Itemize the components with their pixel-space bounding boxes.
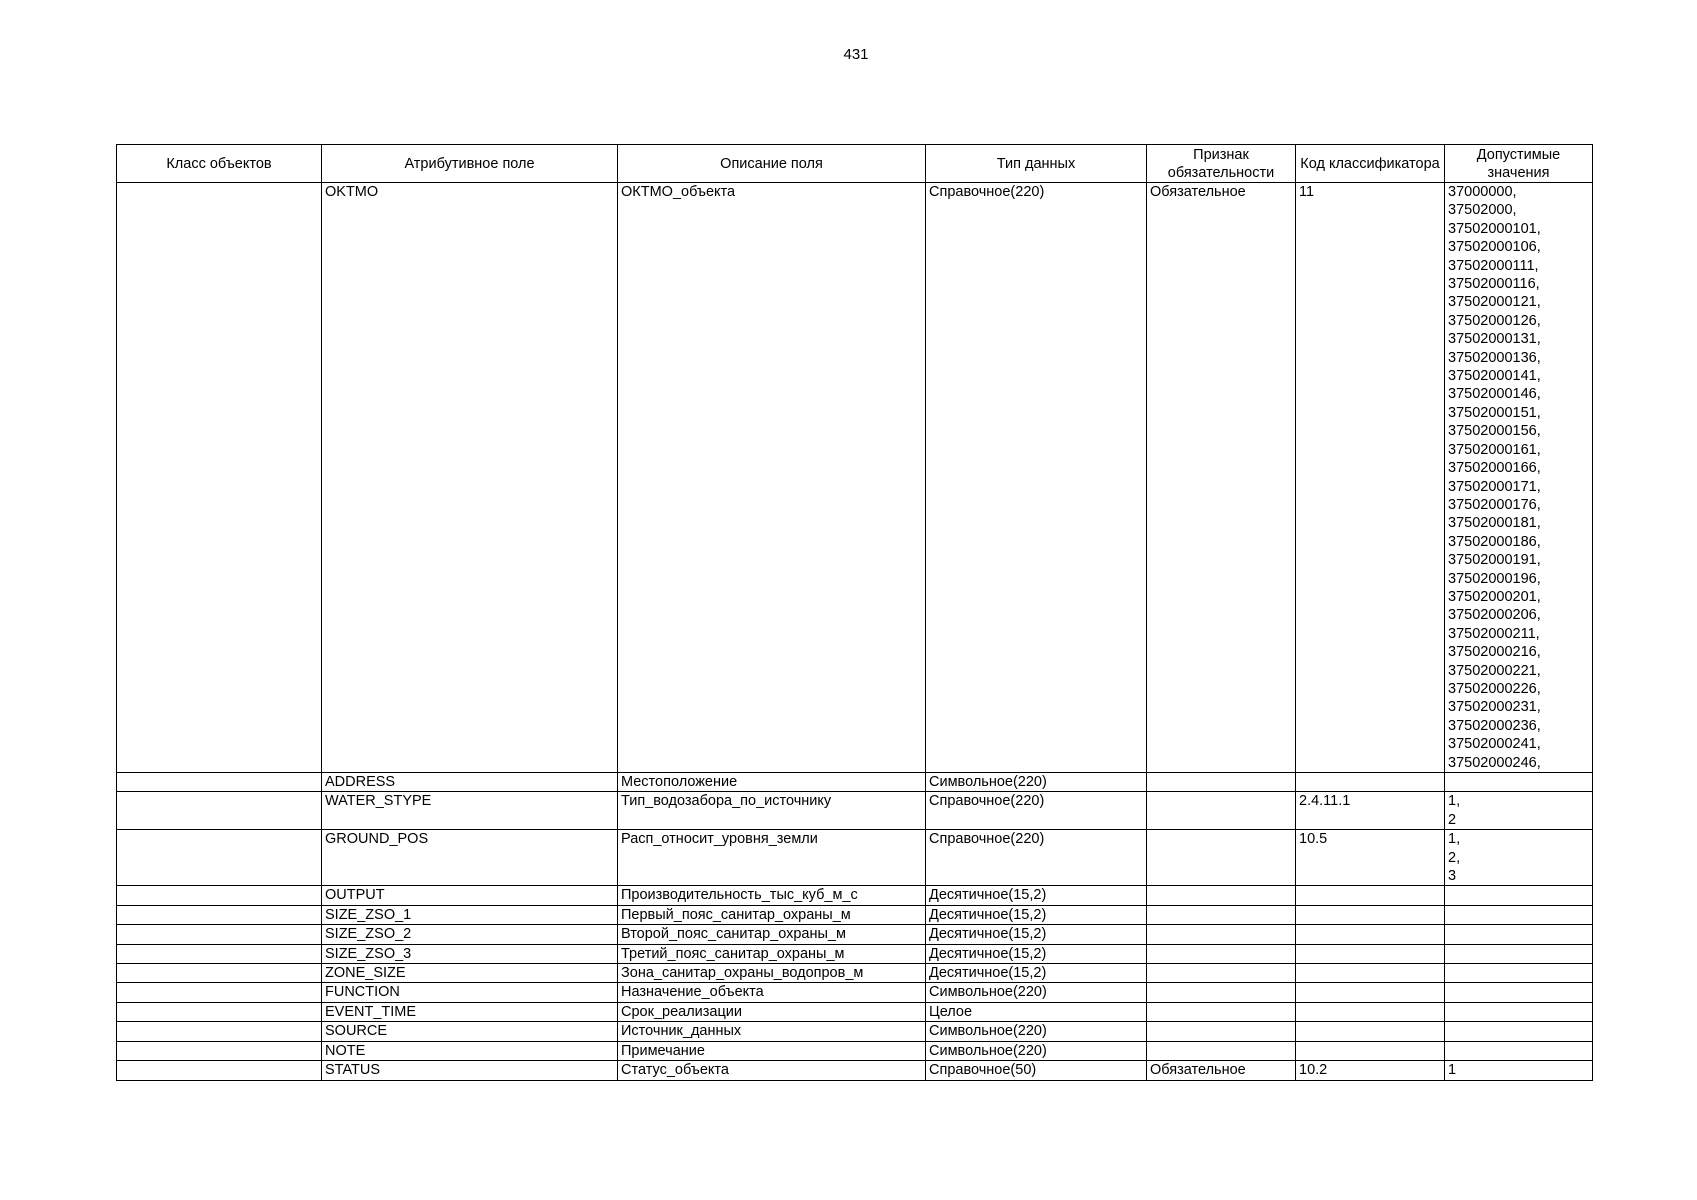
cell-object-class [117, 1041, 322, 1060]
cell-required-flag: Обязательное [1147, 183, 1296, 773]
cell-object-class [117, 792, 322, 830]
allowed-value: 37502000171, [1448, 478, 1541, 495]
cell-required-flag [1147, 1002, 1296, 1021]
header-classifier-code: Код классификатора [1296, 145, 1445, 183]
attribute-table [116, 144, 1593, 1081]
cell-object-class [117, 1061, 322, 1080]
cell-field-description: Первый_пояс_санитар_охраны_м [618, 905, 926, 924]
cell-object-class [117, 1022, 322, 1041]
cell-object-class [117, 1002, 322, 1021]
cell-data-type: Десятичное(15,2) [926, 905, 1147, 924]
cell-classifier-code [1296, 964, 1445, 983]
cell-required-flag [1147, 905, 1296, 924]
cell-attribute-field: FUNCTION [322, 983, 618, 1002]
cell-allowed-values [1445, 830, 1593, 886]
cell-classifier-code: 2.4.11.1 [1296, 792, 1445, 830]
cell-allowed-values [1445, 944, 1593, 963]
table-row [117, 964, 1593, 983]
table-row [117, 830, 1593, 886]
cell-object-class [117, 964, 322, 983]
allowed-value: 37502000126, [1448, 312, 1541, 329]
allowed-value: 37502000121, [1448, 294, 1541, 311]
cell-attribute-field: SIZE_ZSO_1 [322, 905, 618, 924]
cell-data-type: Символьное(220) [926, 1022, 1147, 1041]
allowed-value: 37502000131, [1448, 331, 1541, 348]
allowed-value: 37502000221, [1448, 662, 1541, 679]
header-data-type: Тип данных [926, 145, 1147, 183]
cell-classifier-code: 10.5 [1296, 830, 1445, 886]
cell-required-flag [1147, 925, 1296, 944]
table-header-row [117, 145, 1593, 183]
allowed-value: 1, [1448, 793, 1461, 810]
allowed-value: 37502000136, [1448, 349, 1541, 366]
cell-required-flag [1147, 983, 1296, 1002]
cell-data-type: Справочное(50) [926, 1061, 1147, 1080]
cell-data-type: Символьное(220) [926, 773, 1147, 792]
cell-field-description: ОКТМО_объекта [618, 183, 926, 773]
cell-field-description: Зона_санитар_охраны_водопров_м [618, 964, 926, 983]
cell-attribute-field: OUTPUT [322, 886, 618, 905]
cell-data-type: Справочное(220) [926, 183, 1147, 773]
allowed-value: 37502000166, [1448, 460, 1541, 477]
allowed-value: 37502000106, [1448, 239, 1541, 256]
cell-required-flag [1147, 773, 1296, 792]
table-row [117, 1022, 1593, 1041]
cell-object-class [117, 183, 322, 773]
cell-attribute-field: EVENT_TIME [322, 1002, 618, 1021]
allowed-value: 37502000156, [1448, 423, 1541, 440]
allowed-value: 37502000176, [1448, 496, 1541, 513]
cell-attribute-field: SIZE_ZSO_3 [322, 944, 618, 963]
cell-attribute-field: ZONE_SIZE [322, 964, 618, 983]
cell-required-flag [1147, 1022, 1296, 1041]
allowed-value: 37502000246, [1448, 754, 1541, 771]
cell-data-type: Десятичное(15,2) [926, 925, 1147, 944]
cell-classifier-code [1296, 983, 1445, 1002]
cell-classifier-code: 10.2 [1296, 1061, 1445, 1080]
cell-required-flag [1147, 964, 1296, 983]
header-object-class: Класс объектов [117, 145, 322, 183]
allowed-value: 37502000241, [1448, 736, 1541, 753]
table-row [117, 905, 1593, 924]
allowed-value: 37502000216, [1448, 644, 1541, 661]
cell-data-type: Символьное(220) [926, 983, 1147, 1002]
cell-classifier-code [1296, 905, 1445, 924]
allowed-value: 37502000211, [1448, 625, 1540, 642]
cell-field-description: Производительность_тыс_куб_м_с [618, 886, 926, 905]
header-attribute-field: Атрибутивное поле [322, 145, 618, 183]
table-row [117, 183, 1593, 773]
cell-attribute-field: STATUS [322, 1061, 618, 1080]
cell-field-description: Срок_реализации [618, 1002, 926, 1021]
allowed-value: 37502000181, [1448, 515, 1541, 532]
cell-field-description: Примечание [618, 1041, 926, 1060]
allowed-value: 37502000231, [1448, 699, 1541, 716]
cell-field-description: Местоположение [618, 773, 926, 792]
cell-field-description: Расп_относит_уровня_земли [618, 830, 926, 886]
cell-attribute-field: OKTMO [322, 183, 618, 773]
cell-data-type: Целое [926, 1002, 1147, 1021]
cell-required-flag [1147, 1041, 1296, 1060]
allowed-value: 2 [1448, 811, 1457, 828]
cell-required-flag [1147, 830, 1296, 886]
allowed-value: 37502000191, [1448, 552, 1541, 569]
cell-classifier-code: 11 [1296, 183, 1445, 773]
table-row [117, 944, 1593, 963]
cell-data-type: Символьное(220) [926, 1041, 1147, 1060]
cell-attribute-field: SOURCE [322, 1022, 618, 1041]
cell-data-type: Десятичное(15,2) [926, 944, 1147, 963]
table-row [117, 886, 1593, 905]
cell-allowed-values [1445, 773, 1593, 792]
cell-allowed-values [1445, 792, 1593, 830]
cell-allowed-values [1445, 886, 1593, 905]
allowed-value: 37502000146, [1448, 386, 1541, 403]
cell-required-flag [1147, 944, 1296, 963]
cell-object-class [117, 905, 322, 924]
cell-classifier-code [1296, 1022, 1445, 1041]
cell-allowed-values [1445, 1041, 1593, 1060]
cell-classifier-code [1296, 1041, 1445, 1060]
allowed-value: 37502000161, [1448, 441, 1541, 458]
cell-classifier-code [1296, 886, 1445, 905]
cell-classifier-code [1296, 1002, 1445, 1021]
cell-data-type: Десятичное(15,2) [926, 886, 1147, 905]
cell-data-type: Справочное(220) [926, 792, 1147, 830]
table-row [117, 792, 1593, 830]
allowed-value: 37502000, [1448, 202, 1517, 219]
cell-field-description: Назначение_объекта [618, 983, 926, 1002]
cell-required-flag: Обязательное [1147, 1061, 1296, 1080]
cell-field-description: Источник_данных [618, 1022, 926, 1041]
table-row [117, 983, 1593, 1002]
cell-field-description: Тип_водозабора_по_источнику [618, 792, 926, 830]
allowed-value: 37502000201, [1448, 588, 1541, 605]
cell-attribute-field: NOTE [322, 1041, 618, 1060]
cell-attribute-field: ADDRESS [322, 773, 618, 792]
header-required-flag: Признак обязательности [1147, 145, 1296, 183]
cell-data-type: Десятичное(15,2) [926, 964, 1147, 983]
table-row [117, 925, 1593, 944]
table-row [117, 1041, 1593, 1060]
cell-field-description: Второй_пояс_санитар_охраны_м [618, 925, 926, 944]
allowed-value: 37502000141, [1448, 368, 1541, 385]
cell-allowed-values [1445, 183, 1593, 773]
cell-field-description: Статус_объекта [618, 1061, 926, 1080]
cell-object-class [117, 925, 322, 944]
cell-classifier-code [1296, 944, 1445, 963]
allowed-value: 1, [1448, 831, 1461, 848]
cell-allowed-values [1445, 983, 1593, 1002]
cell-object-class [117, 983, 322, 1002]
cell-data-type: Справочное(220) [926, 830, 1147, 886]
allowed-value: 37502000151, [1448, 404, 1541, 421]
table-body [117, 183, 1593, 1081]
allowed-value: 37502000206, [1448, 607, 1541, 624]
cell-allowed-values [1445, 905, 1593, 924]
header-allowed-values: Допустимые значения [1445, 145, 1593, 183]
allowed-value: 37502000116, [1448, 276, 1540, 293]
page-number: 431 [843, 46, 869, 63]
allowed-value: 1 [1448, 1062, 1457, 1079]
cell-required-flag [1147, 886, 1296, 905]
allowed-value: 37000000, [1448, 184, 1517, 200]
cell-allowed-values [1445, 964, 1593, 983]
cell-attribute-field: WATER_STYPE [322, 792, 618, 830]
cell-required-flag [1147, 792, 1296, 830]
allowed-value: 3 [1448, 868, 1457, 885]
cell-attribute-field: SIZE_ZSO_2 [322, 925, 618, 944]
cell-classifier-code [1296, 925, 1445, 944]
cell-allowed-values [1445, 1002, 1593, 1021]
cell-allowed-values [1445, 1061, 1593, 1080]
cell-object-class [117, 773, 322, 792]
table-row [117, 1061, 1593, 1080]
allowed-value: 37502000101, [1448, 220, 1541, 237]
cell-object-class [117, 830, 322, 886]
cell-field-description: Третий_пояс_санитар_охраны_м [618, 944, 926, 963]
allowed-value: 37502000111, [1448, 257, 1539, 274]
cell-object-class [117, 944, 322, 963]
allowed-value: 37502000236, [1448, 717, 1541, 734]
header-field-description: Описание поля [618, 145, 926, 183]
cell-classifier-code [1296, 773, 1445, 792]
cell-allowed-values [1445, 925, 1593, 944]
cell-attribute-field: GROUND_POS [322, 830, 618, 886]
allowed-value: 37502000226, [1448, 680, 1541, 697]
allowed-value: 37502000196, [1448, 570, 1541, 587]
allowed-value: 2, [1448, 849, 1461, 866]
allowed-value: 37502000186, [1448, 533, 1541, 550]
cell-object-class [117, 886, 322, 905]
table-row [117, 1002, 1593, 1021]
table-row [117, 773, 1593, 792]
cell-allowed-values [1445, 1022, 1593, 1041]
